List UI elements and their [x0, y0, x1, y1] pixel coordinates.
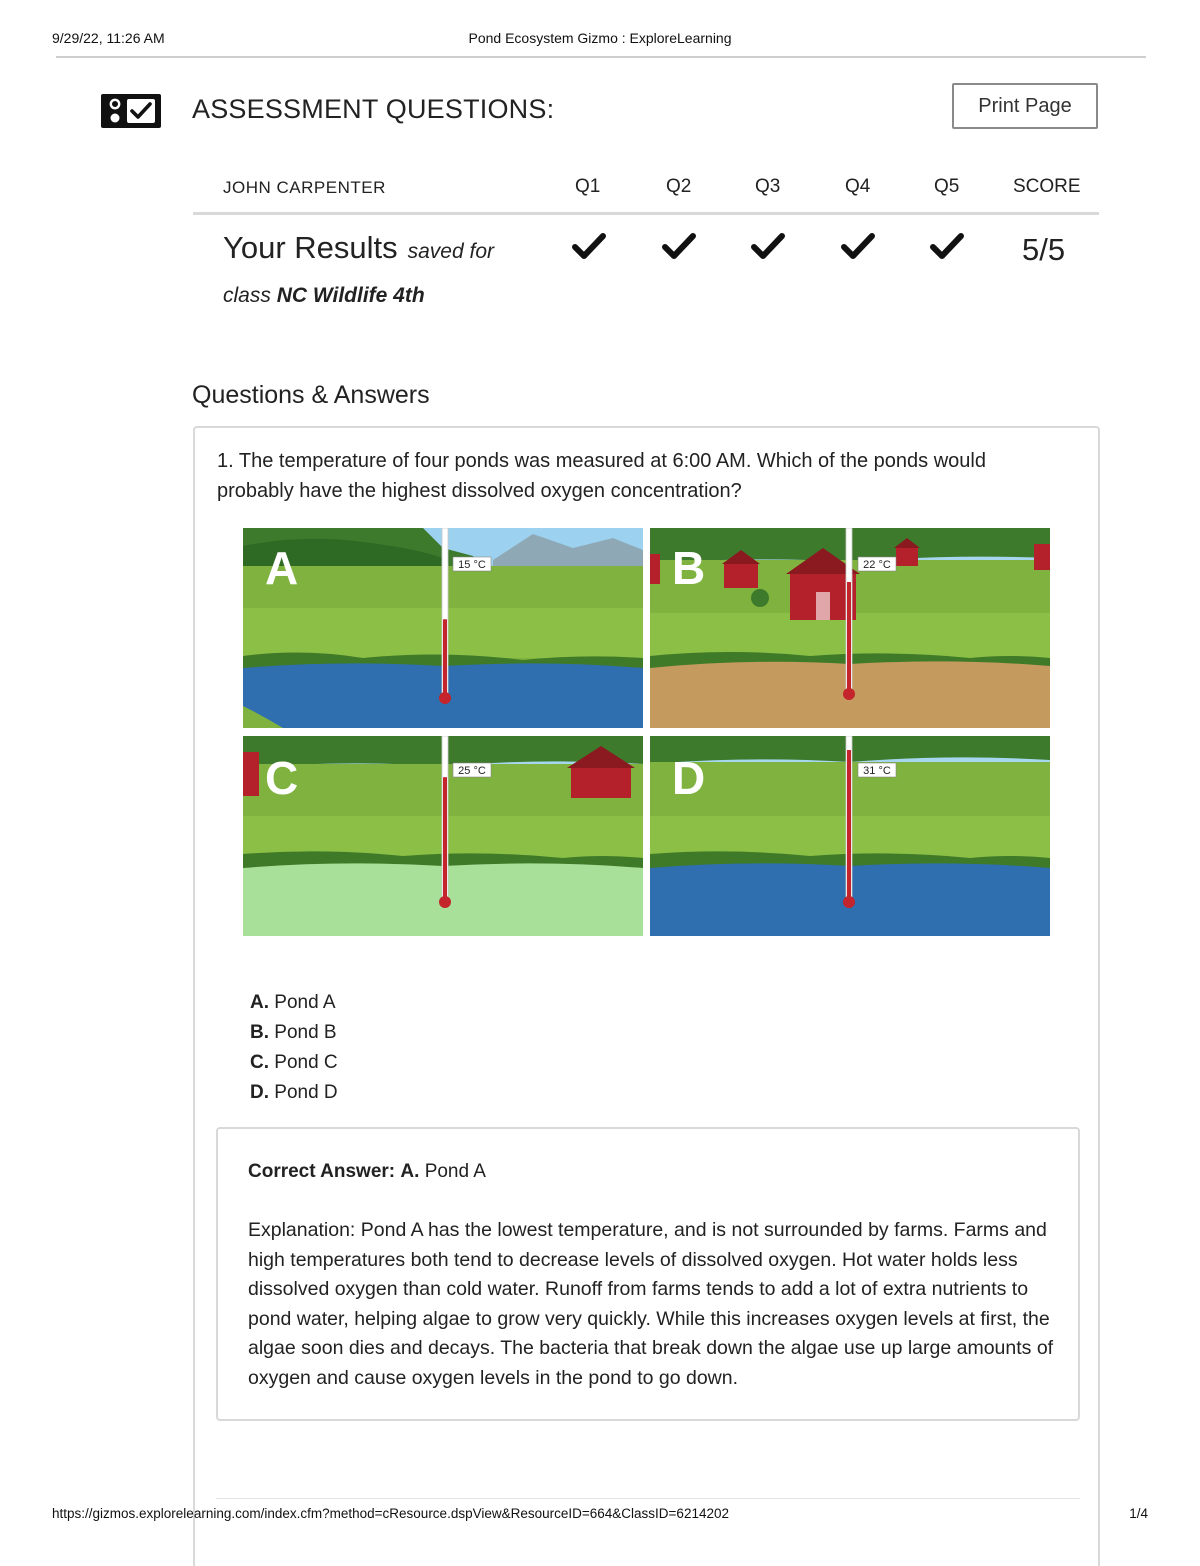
- results-class-name: NC Wildlife 4th: [276, 284, 425, 307]
- assessment-checklist-icon: [101, 94, 161, 128]
- choice-letter: D.: [250, 1082, 269, 1103]
- print-page-button[interactable]: Print Page: [952, 83, 1098, 129]
- column-header-q4: Q4: [845, 176, 871, 197]
- temp-label-b: 22 °C: [863, 559, 891, 571]
- correct-answer-text: Pond A: [424, 1161, 486, 1182]
- choice-text: Pond C: [274, 1052, 338, 1073]
- thermometer-mercury-c: [443, 777, 447, 902]
- choice-letter: A.: [250, 992, 269, 1013]
- choice-c: [250, 1048, 338, 1078]
- assessment-title: ASSESSMENT QUESTIONS:: [192, 94, 555, 124]
- question-card: [193, 426, 1100, 1566]
- check-icon: [572, 232, 606, 262]
- answer-explanation: Explanation: Pond A has the lowest temperature, and is not surrounded by farms. Farms and high temperatures both tend to decrease levels of dissolved oxygen. Hot water holds less dissolved oxygen than cold water. Runoff from farms tends to add a lot of extra nutrients to pond water, helping algae to grow very quickly. While this increases oxygen levels at first, the algae soon dies and decays. The bacteria that break down the algae use up large amounts of oxygen and cause oxygen levels in the pond to go down.: [248, 1219, 1054, 1389]
- check-icon: [662, 232, 696, 262]
- results-class-prefix: class: [223, 284, 271, 307]
- choice-a: [250, 988, 338, 1018]
- choice-letter: C.: [250, 1052, 269, 1073]
- results-class: [223, 284, 425, 308]
- choice-letter: B.: [250, 1022, 269, 1043]
- results-saved-for: saved for: [407, 240, 495, 263]
- check-icon: [751, 232, 785, 262]
- student-name: JOHN CARPENTER: [223, 178, 386, 197]
- temp-label-c: 25 °C: [458, 765, 486, 777]
- check-icon: [930, 232, 964, 262]
- pond-image-b: [650, 528, 1050, 728]
- print-footer: [52, 1506, 1148, 1524]
- print-datetime: 9/29/22, 11:26 AM: [52, 30, 165, 46]
- pond-letter-d: D: [672, 752, 706, 804]
- correct-answer-label: Correct Answer:: [248, 1161, 396, 1182]
- choice-d: [250, 1078, 338, 1108]
- header-divider: [56, 56, 1146, 58]
- temp-label-d: 31 °C: [863, 765, 891, 777]
- pond-letter-a: A: [265, 542, 299, 594]
- pond-image-grid: [243, 528, 1053, 940]
- correct-answer-letter: A.: [400, 1161, 420, 1182]
- choice-text: Pond A: [274, 992, 336, 1013]
- column-header-q3: Q3: [755, 176, 781, 197]
- choice-b: [250, 1018, 338, 1048]
- results-label: [223, 230, 494, 266]
- qa-heading: Questions & Answers: [192, 381, 430, 409]
- pond-image-a: [243, 528, 643, 728]
- print-page-title: Pond Ecosystem Gizmo : ExploreLearning: [468, 30, 732, 46]
- card-divider: [216, 1498, 1080, 1499]
- column-header-q5: Q5: [934, 176, 960, 197]
- pond-image-c: [243, 736, 643, 936]
- check-icon: [841, 232, 875, 262]
- answer-choices: [250, 988, 338, 1108]
- print-url: https://gizmos.explorelearning.com/index.cfm?method=cResource.dspView&ResourceID=664&ClassID=6214202: [52, 1506, 729, 1521]
- correct-answer-box: [216, 1127, 1080, 1421]
- thermometer-mercury-b: [847, 582, 851, 694]
- column-header-q2: Q2: [666, 176, 692, 197]
- print-page-number: 1/4: [1129, 1506, 1148, 1521]
- results-label-text: Your Results: [223, 230, 398, 265]
- column-header-score: SCORE: [1013, 176, 1081, 197]
- choice-text: Pond B: [274, 1022, 337, 1043]
- choice-text: Pond D: [274, 1082, 338, 1103]
- pond-letter-c: C: [265, 752, 299, 804]
- thermometer-mercury-a: [443, 619, 447, 698]
- print-header: [52, 30, 1148, 48]
- correct-answer: [248, 1161, 486, 1183]
- temp-label-a: 15 °C: [458, 559, 486, 571]
- pond-letter-b: B: [672, 542, 706, 594]
- table-divider: [193, 212, 1099, 215]
- score-value: 5/5: [1022, 232, 1066, 267]
- column-header-q1: Q1: [575, 176, 601, 197]
- question-text: 1. The temperature of four ponds was measured at 6:00 AM. Which of the ponds would probably have the highest dissolved oxygen concentration?: [217, 450, 986, 502]
- pond-image-d: [650, 736, 1050, 936]
- thermometer-mercury-d: [847, 750, 851, 902]
